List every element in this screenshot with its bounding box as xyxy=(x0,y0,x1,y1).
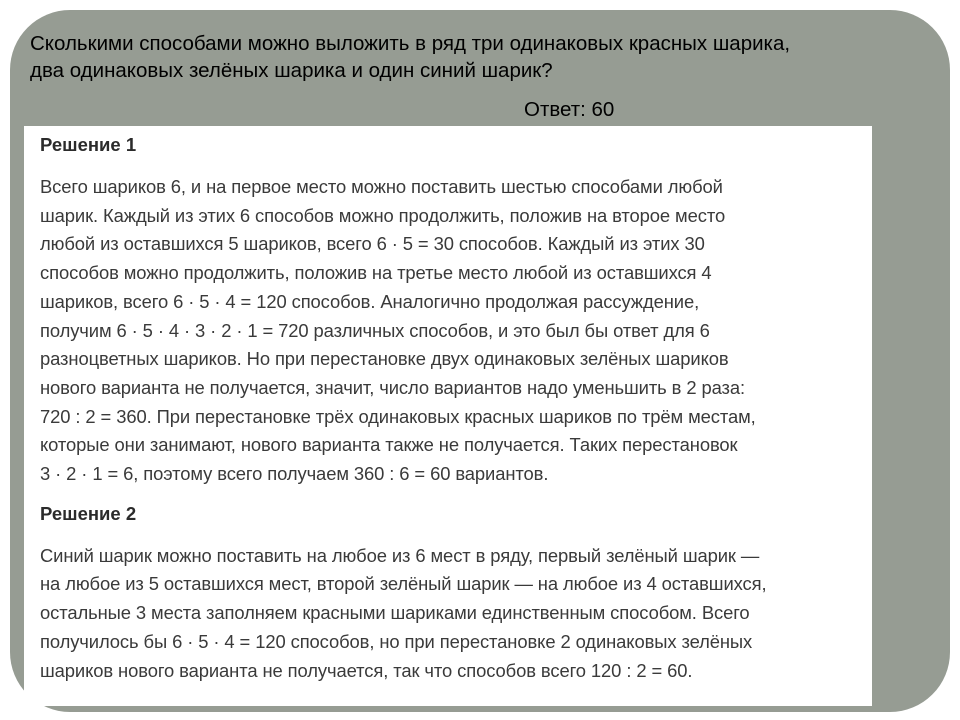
solution-1-line: которые они занимают, нового варианта также не получается. Таких перестановок xyxy=(40,434,738,456)
solution-2-line: остальные 3 места заполняем красными шариками единственным способом. Всего xyxy=(40,602,750,624)
solution-2-heading: Решение 2 xyxy=(40,502,137,524)
solution-2-line: шариков нового варианта не получается, так что способов всего 120 : 2 = 60. xyxy=(40,659,693,681)
solution-card xyxy=(24,126,872,706)
solution-1-line: 3 · 2 · 1 = 6, поэтому всего получаем 360 : 6 = 60 вариантов. xyxy=(40,463,549,485)
solution-1-line: нового варианта не получается, значит, число вариантов надо уменьшить в 2 раза: xyxy=(40,376,745,398)
solution-1-line: получим 6 · 5 · 4 · 3 · 2 · 1 = 720 различных способов, и это был бы ответ для 6 xyxy=(40,319,710,341)
solution-1-line: Всего шариков 6, и на первое место можно поставить шестью способами любой xyxy=(40,176,723,197)
problem-line: Сколькими способами можно выложить в ряд три одинаковых красных шарика, xyxy=(30,32,791,55)
solution-1-line: разноцветных шариков. Но при перестановке двух одинаковых зелёных шариков xyxy=(40,348,729,370)
solution-1-heading: Решение 1 xyxy=(40,134,137,155)
solution-2-body xyxy=(40,542,856,686)
problem-statement xyxy=(30,30,945,84)
answer-text: Ответ: 60 xyxy=(524,98,615,121)
solution-1-line: 720 : 2 = 360. При перестановке трёх одинаковых красных шариков по трём местам, xyxy=(40,405,756,427)
solution-1-body xyxy=(40,173,856,489)
solution-2-line: Синий шарик можно поставить на любое из 6 мест в ряду, первый зелёный шарик — xyxy=(40,544,760,566)
solution-1-line: шарик. Каждый из этих 6 способов можно продолжить, положив на второе место xyxy=(40,204,726,226)
solution-1-line: шариков, всего 6 · 5 · 4 = 120 способов. Аналогично продолжая рассуждение, xyxy=(40,290,700,312)
solution-1-line: любой из оставшихся 5 шариков, всего 6 · 5 = 30 способов. Каждый из этих 30 xyxy=(40,233,705,255)
problem-line: два одинаковых зелёных шарика и один синий шарик? xyxy=(30,59,553,82)
solution-1-line: способов можно продолжить, положив на третье место любой из оставшихся 4 xyxy=(40,262,712,284)
solution-2-line: получилось бы 6 · 5 · 4 = 120 способов, но при перестановке 2 одинаковых зелёных xyxy=(40,630,753,652)
solution-2-line: на любое из 5 оставшихся мест, второй зелёный шарик — на любое из 4 оставшихся, xyxy=(40,573,767,595)
